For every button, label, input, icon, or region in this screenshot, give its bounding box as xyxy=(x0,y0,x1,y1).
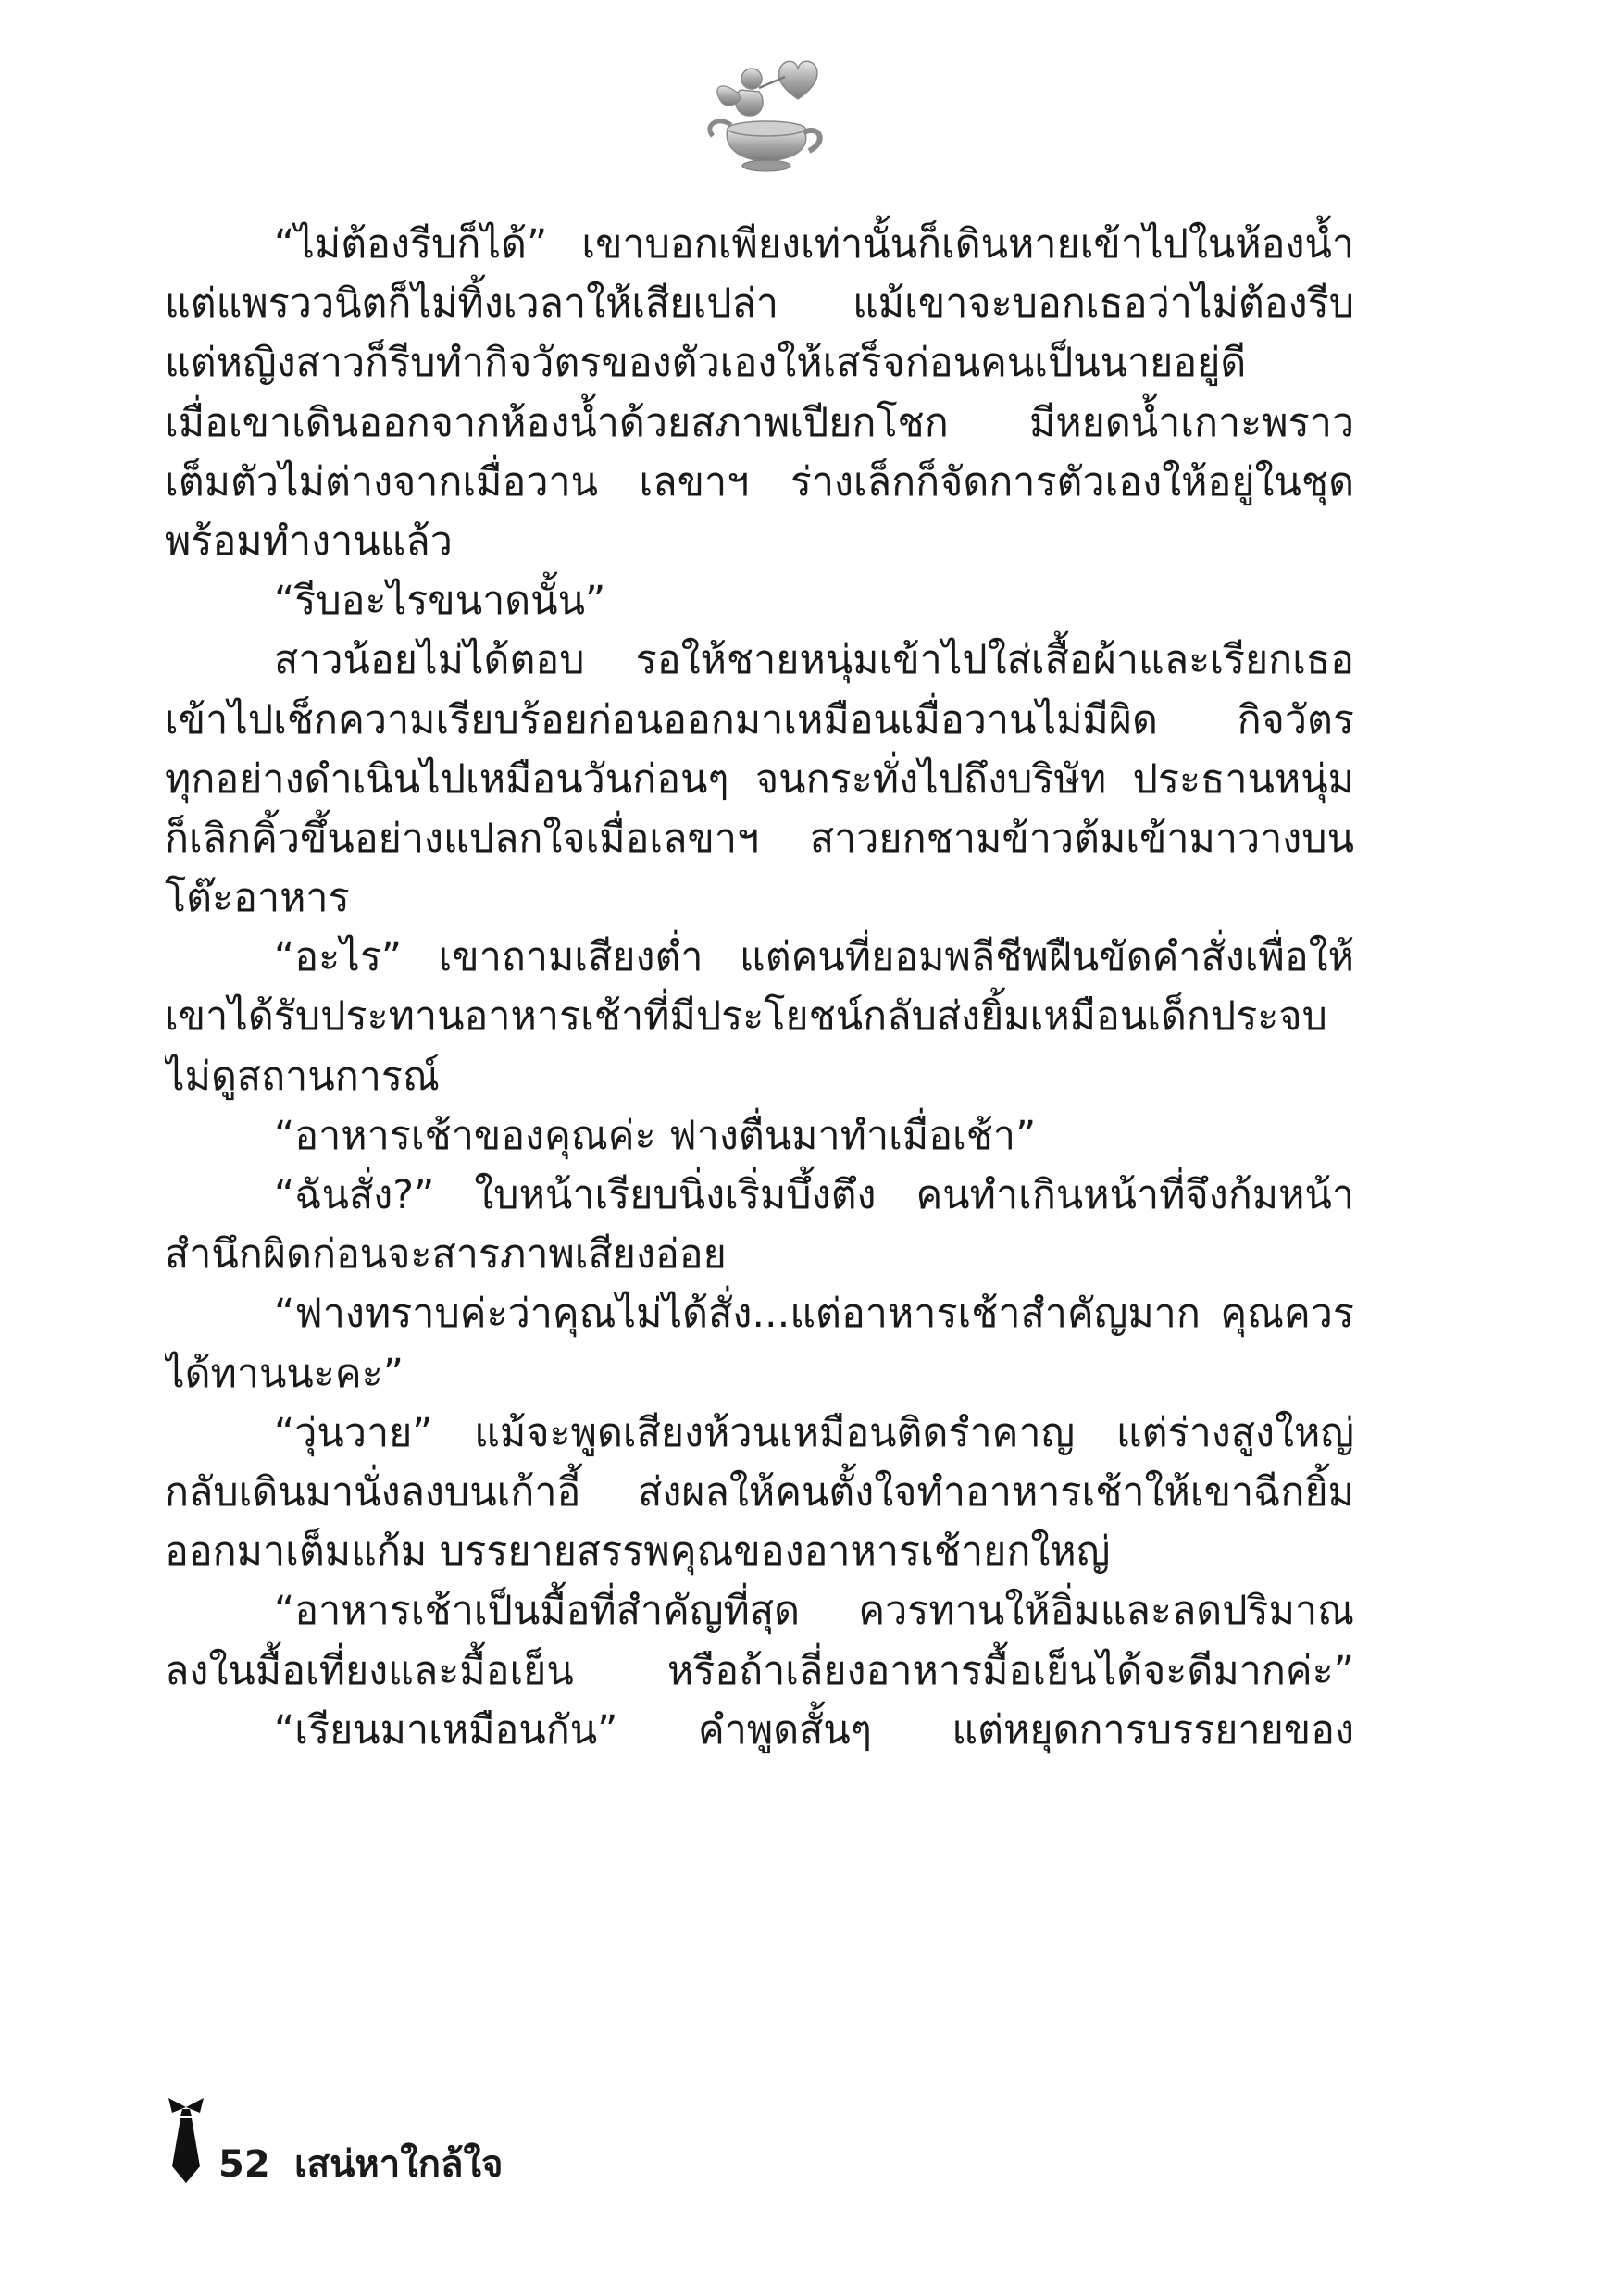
body-text xyxy=(165,215,1354,1760)
text-line: แต่หญิงสาวก็รีบทำกิจวัตรของตัวเองให้เสร็จก่อนคนเป็นนายอยู่ดี xyxy=(165,340,1247,387)
text-line: แต่แพรววนิตก็ไม่ทิ้งเวลาให้เสียเปล่า แม้เขาจะบอกเธอว่าไม่ต้องรีบ xyxy=(165,281,1354,328)
cupid-teapot-ornament-icon xyxy=(694,51,833,176)
necktie-icon xyxy=(165,2094,207,2187)
text-line: เข้าไปเช็กความเรียบร้อยก่อนออกมาเหมือนเมื่อวานไม่มีผิด กิจวัตร xyxy=(165,696,1354,743)
text-line: ก็เลิกคิ้วขึ้นอย่างแปลกใจเมื่อเลขาฯ สาวยกชามข้าวต้มเข้ามาวางบน xyxy=(165,815,1354,862)
text-line: “ไม่ต้องรีบก็ได้” เขาบอกเพียงเท่านั้นก็เดินหายเข้าไปในห้องน้ำ xyxy=(274,221,1354,268)
text-line: “เรียนมาเหมือนกัน” คำพูดสั้นๆ แต่หยุดการบรรยายของ xyxy=(274,1706,1354,1753)
text-line: เมื่อเขาเดินออกจากห้องน้ำด้วยสภาพเปียกโชก มีหยดน้ำเกาะพราว xyxy=(165,399,1354,446)
text-line: เต็มตัวไม่ต่างจากเมื่อวาน เลขาฯ ร่างเล็กก็จัดการตัวเองให้อยู่ในชุด xyxy=(165,458,1354,505)
text-line: โต๊ะอาหาร xyxy=(165,875,350,922)
text-line: ออกมาเต็มแก้ม บรรยายสรรพคุณของอาหารเช้ายกใหญ่ xyxy=(165,1529,1111,1576)
text-line: ได้ทานนะคะ” xyxy=(165,1350,404,1397)
text-line: “วุ่นวาย” แม้จะพูดเสียงห้วนเหมือนติดรำคาญ แต่ร่างสูงใหญ่ xyxy=(274,1409,1354,1456)
text-line: “ฟางทราบค่ะว่าคุณไม่ได้สั่ง...แต่อาหารเช้าสำคัญมาก คุณควร xyxy=(274,1291,1354,1338)
text-line: “รีบอะไรขนาดนั้น” xyxy=(274,578,606,625)
text-line: “อะไร” เขาถามเสียงต่ำ แต่คนที่ยอมพลีชีพฝืนขัดคำสั่งเพื่อให้ xyxy=(274,934,1354,981)
page-footer xyxy=(165,2094,813,2205)
text-line: “อาหารเช้าของคุณค่ะ ฟางตื่นมาทำเมื่อเช้า” xyxy=(274,1112,1037,1159)
text-line: สาวน้อยไม่ได้ตอบ รอให้ชายหนุ่มเข้าไปใส่เสื้อผ้าและเรียกเธอ xyxy=(274,637,1354,684)
text-line: “อาหารเช้าเป็นมื้อที่สำคัญที่สุด ควรทานให้อิ่มและลดปริมาณ xyxy=(274,1588,1354,1635)
text-line: ลงในมื้อเที่ยงและมื้อเย็น หรือถ้าเลี่ยงอาหารมื้อเย็นได้จะดีมากค่ะ” xyxy=(165,1647,1354,1694)
text-line: กลับเดินมานั่งลงบนเก้าอี้ ส่งผลให้คนตั้งใจทำอาหารเช้าให้เขาฉีกยิ้ม xyxy=(165,1468,1354,1516)
text-line: “ฉันสั่ง?” ใบหน้าเรียบนิ่งเริ่มบึ้งตึง คนทำเกินหน้าที่จึงก้มหน้า xyxy=(274,1172,1354,1218)
text-line: ทุกอย่างดำเนินไปเหมือนวันก่อนๆ จนกระทั่งไปถึงบริษัท ประธานหนุ่ม xyxy=(165,755,1354,803)
text-line: พร้อมทำงานแล้ว xyxy=(165,518,453,565)
text-line: สำนึกผิดก่อนจะสารภาพเสียงอ่อย xyxy=(165,1231,727,1279)
text-line: ไม่ดูสถานการณ์ xyxy=(165,1053,440,1100)
text-line: เขาได้รับประทานอาหารเช้าที่มีประโยชน์กลับส่งยิ้มเหมือนเด็กประจบ xyxy=(165,993,1327,1041)
book-title: เสน่หาใกล้ใจ xyxy=(294,2143,504,2186)
page-number: 52 xyxy=(218,2143,270,2186)
